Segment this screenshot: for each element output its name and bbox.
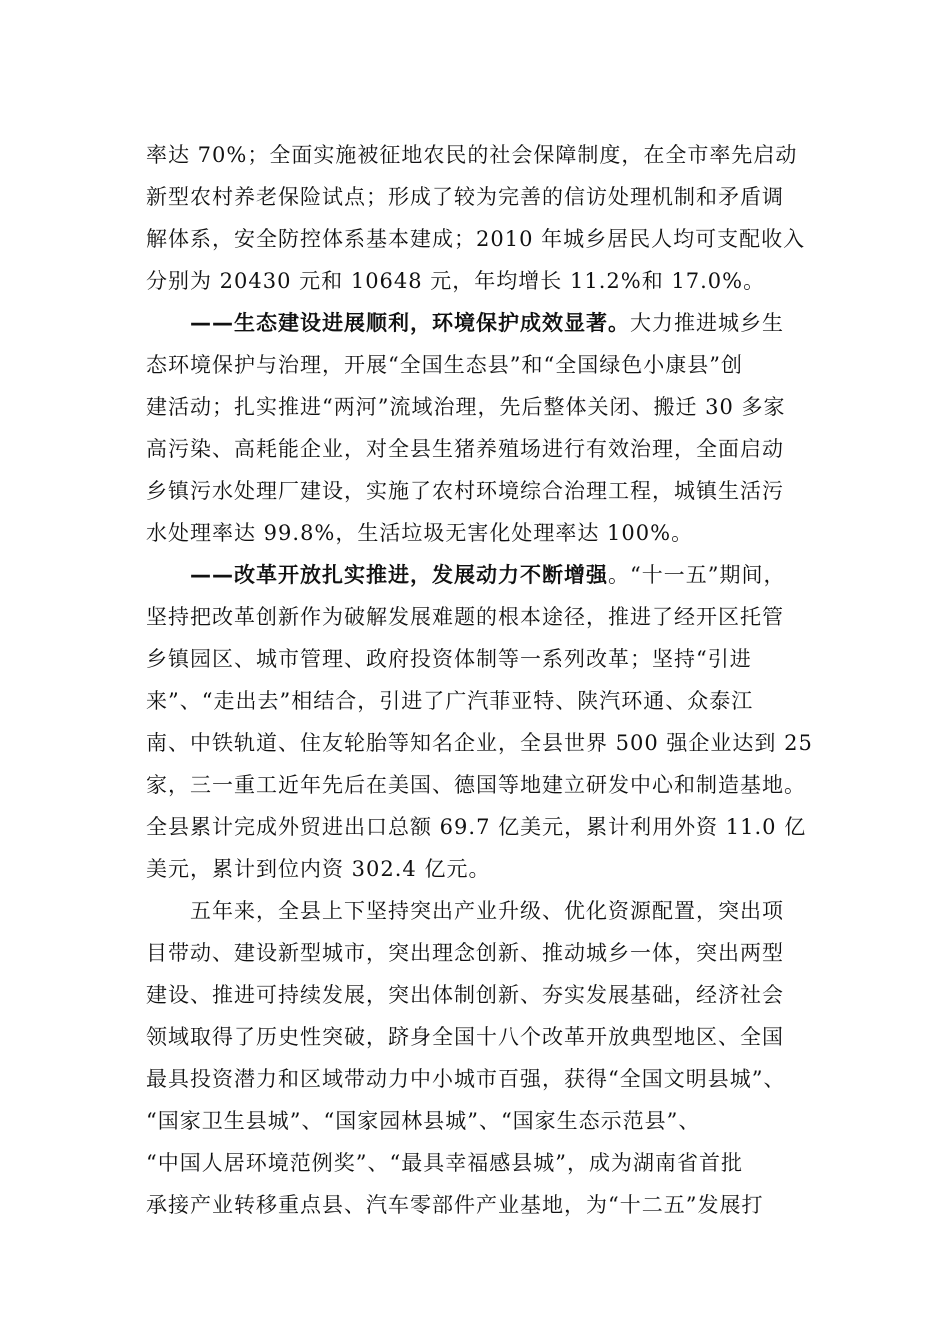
line-text: 南、中铁轨道、住友轮胎等知名企业，全县世界 500 强企业达到 25 — [146, 731, 813, 755]
text-line — [146, 1142, 806, 1184]
text-line — [146, 1058, 806, 1100]
line-text: 乡镇污水处理厂建设，实施了农村环境综合治理工程，城镇生活污 — [146, 479, 784, 503]
bold-heading: ——改革开放扎实推进，发展动力不断增强 — [190, 563, 608, 587]
line-text: 坚持把改革创新作为破解发展难题的根本途径，推进了经开区托管 — [146, 605, 784, 629]
text-line — [146, 596, 806, 638]
text-line — [146, 386, 806, 428]
line-text: “国家卫生县城”、“国家园林县城”、“国家生态示范县”、 — [146, 1109, 701, 1133]
line-text: 来”、“走出去”相结合，引进了广汽菲亚特、陕汽环通、众泰江 — [146, 689, 754, 713]
text-line — [146, 134, 806, 176]
line-text: 率达 70%；全面实施被征地农民的社会保障制度，在全市率先启动 — [146, 143, 798, 167]
line-text: 目带动、建设新型城市，突出理念创新、推动城乡一体，突出两型 — [146, 941, 784, 965]
text-line — [146, 680, 806, 722]
line-text: 最具投资潜力和区域带动力中小城市百强，获得“全国文明县城”、 — [146, 1067, 786, 1091]
document-body — [146, 134, 813, 1226]
line-text: 领域取得了历史性突破，跻身全国十八个改革开放典型地区、全国 — [146, 1025, 784, 1049]
bold-heading: ——生态建设进展顺利，环境保护成效显著。 — [190, 311, 630, 335]
line-text: 全县累计完成外贸进出口总额 69.7 亿美元，累计利用外资 11.0 亿 — [146, 815, 807, 839]
line-text: 分别为 20430 元和 10648 元，年均增长 11.2%和 17.0%。 — [146, 269, 766, 293]
text-line — [146, 974, 806, 1016]
line-text: 承接产业转移重点县、汽车零部件产业基地，为“十二五”发展打 — [146, 1193, 764, 1217]
line-text: 大力推进城乡生 — [630, 311, 784, 335]
text-line — [146, 638, 806, 680]
text-line — [146, 764, 806, 806]
text-line — [146, 470, 806, 512]
line-text: 乡镇园区、城市管理、政府投资体制等一系列改革；坚持“引进 — [146, 647, 752, 671]
text-line — [146, 176, 806, 218]
line-text: 解体系，安全防控体系基本建成；2010 年城乡居民人均可支配收入 — [146, 227, 806, 251]
text-line — [146, 848, 806, 890]
line-text: 家，三一重工近年先后在美国、德国等地建立研发中心和制造基地。 — [146, 773, 806, 797]
line-text: 水处理率达 99.8%，生活垃圾无害化处理率达 100%。 — [146, 521, 694, 545]
line-text: 建活动；扎实推进“两河”流域治理，先后整体关闭、搬迁 30 多家 — [146, 395, 786, 419]
text-line — [146, 428, 806, 470]
text-line — [146, 1016, 806, 1058]
text-line — [146, 890, 806, 932]
text-line — [146, 344, 806, 386]
text-line — [146, 1184, 806, 1226]
text-line — [146, 218, 806, 260]
line-text: 五年来，全县上下坚持突出产业升级、优化资源配置，突出项 — [190, 899, 784, 923]
line-text: 建设、推进可持续发展，突出体制创新、夯实发展基础，经济社会 — [146, 983, 784, 1007]
line-text: “中国人居环境范例奖”、“最具幸福感县城”，成为湖南省首批 — [146, 1151, 743, 1175]
text-line — [146, 1100, 806, 1142]
line-text: 美元，累计到位内资 302.4 亿元。 — [146, 857, 491, 881]
text-line — [146, 554, 806, 596]
line-text: 新型农村养老保险试点；形成了较为完善的信访处理机制和矛盾调 — [146, 185, 784, 209]
text-line — [146, 260, 806, 302]
text-line — [146, 932, 806, 974]
text-line — [146, 806, 806, 848]
text-line — [146, 722, 813, 764]
text-line — [146, 302, 806, 344]
text-line — [146, 512, 806, 554]
line-text: 。“十一五”期间， — [608, 563, 786, 587]
line-text: 高污染、高耗能企业，对全县生猪养殖场进行有效治理，全面启动 — [146, 437, 784, 461]
line-text: 态环境保护与治理，开展“全国生态县”和“全国绿色小康县”创 — [146, 353, 743, 377]
